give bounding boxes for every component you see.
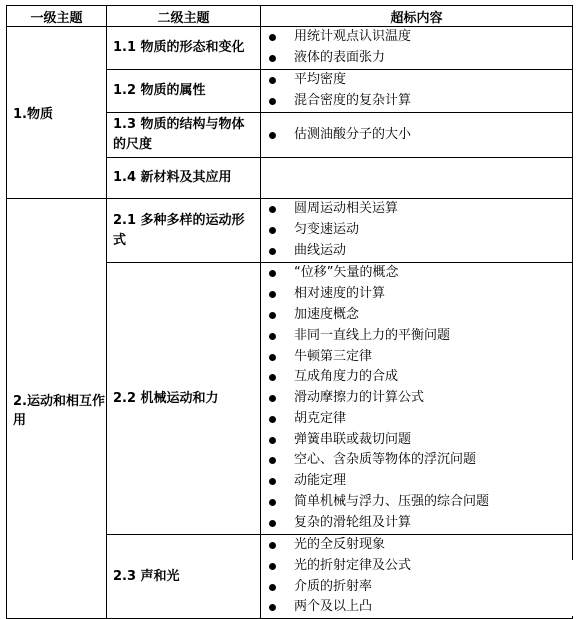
table-row: [7, 27, 573, 70]
header-level1: 一级主题: [7, 6, 107, 27]
level2-topic: 2.2 机械运动和力: [107, 263, 261, 535]
content-cell: [261, 27, 573, 70]
list-item: 用统计观点认识温度: [261, 27, 572, 48]
list-item: 平均密度: [261, 70, 572, 91]
table-row: [7, 199, 573, 263]
content-cell: [261, 113, 573, 158]
list-item: 复杂的滑轮组及计算: [261, 513, 572, 534]
list-item: 牛顿第三定律: [261, 347, 572, 368]
list-item: 介质的折射率: [261, 577, 572, 598]
list-item: 弹簧串联或裁切问题: [261, 430, 572, 451]
header-row: [7, 6, 573, 27]
list-item: 相对速度的计算: [261, 284, 572, 305]
level2-topic: 1.1 物质的形态和变化: [107, 27, 261, 70]
list-item: 动能定理: [261, 471, 572, 492]
content-cell: [261, 158, 573, 199]
header-level2: 二级主题: [107, 6, 261, 27]
list-item: 圆周运动相关运算: [261, 199, 572, 220]
content-list: [261, 125, 572, 146]
list-item: 简单机械与浮力、压强的综合问题: [261, 492, 572, 513]
level2-topic: 2.1 多种多样的运动形式: [107, 199, 261, 263]
list-item: 曲线运动: [261, 241, 572, 262]
content-list: [261, 27, 572, 69]
content-list: [261, 70, 572, 112]
list-item: 两个及以上凸: [261, 597, 572, 618]
content-cell: [261, 70, 573, 113]
watermark-fade-overlay: [438, 560, 576, 616]
list-item: 液体的表面张力: [261, 48, 572, 69]
level2-topic: 1.2 物质的属性: [107, 70, 261, 113]
content-list: [261, 199, 572, 261]
list-item: 匀变速运动: [261, 220, 572, 241]
list-item: 胡克定律: [261, 409, 572, 430]
list-item: 光的折射定律及公式: [261, 556, 572, 577]
list-item: 混合密度的复杂计算: [261, 91, 572, 112]
content-cell: [261, 199, 573, 263]
level1-topic: 2.运动和相互作用: [7, 199, 107, 619]
level2-topic: 1.4 新材料及其应用: [107, 158, 261, 199]
list-item: 空心、含杂质等物体的浮沉问题: [261, 450, 572, 471]
level2-topic: 1.3 物质的结构与物体的尺度: [107, 113, 261, 158]
list-item: 估测油酸分子的大小: [261, 125, 572, 146]
level1-topic: 1.物质: [7, 27, 107, 199]
content-list: [261, 263, 572, 533]
content-cell: [261, 263, 573, 535]
list-item: “位移”矢量的概念: [261, 263, 572, 284]
list-item: 互成角度力的合成: [261, 367, 572, 388]
list-item: 滑动摩擦力的计算公式: [261, 388, 572, 409]
level2-topic: 2.3 声和光: [107, 535, 261, 619]
syllabus-table: [6, 5, 573, 619]
list-item: 加速度概念: [261, 305, 572, 326]
header-content: 超标内容: [261, 6, 573, 27]
list-item: 非同一直线上力的平衡问题: [261, 326, 572, 347]
list-item: 光的全反射现象: [261, 535, 572, 556]
